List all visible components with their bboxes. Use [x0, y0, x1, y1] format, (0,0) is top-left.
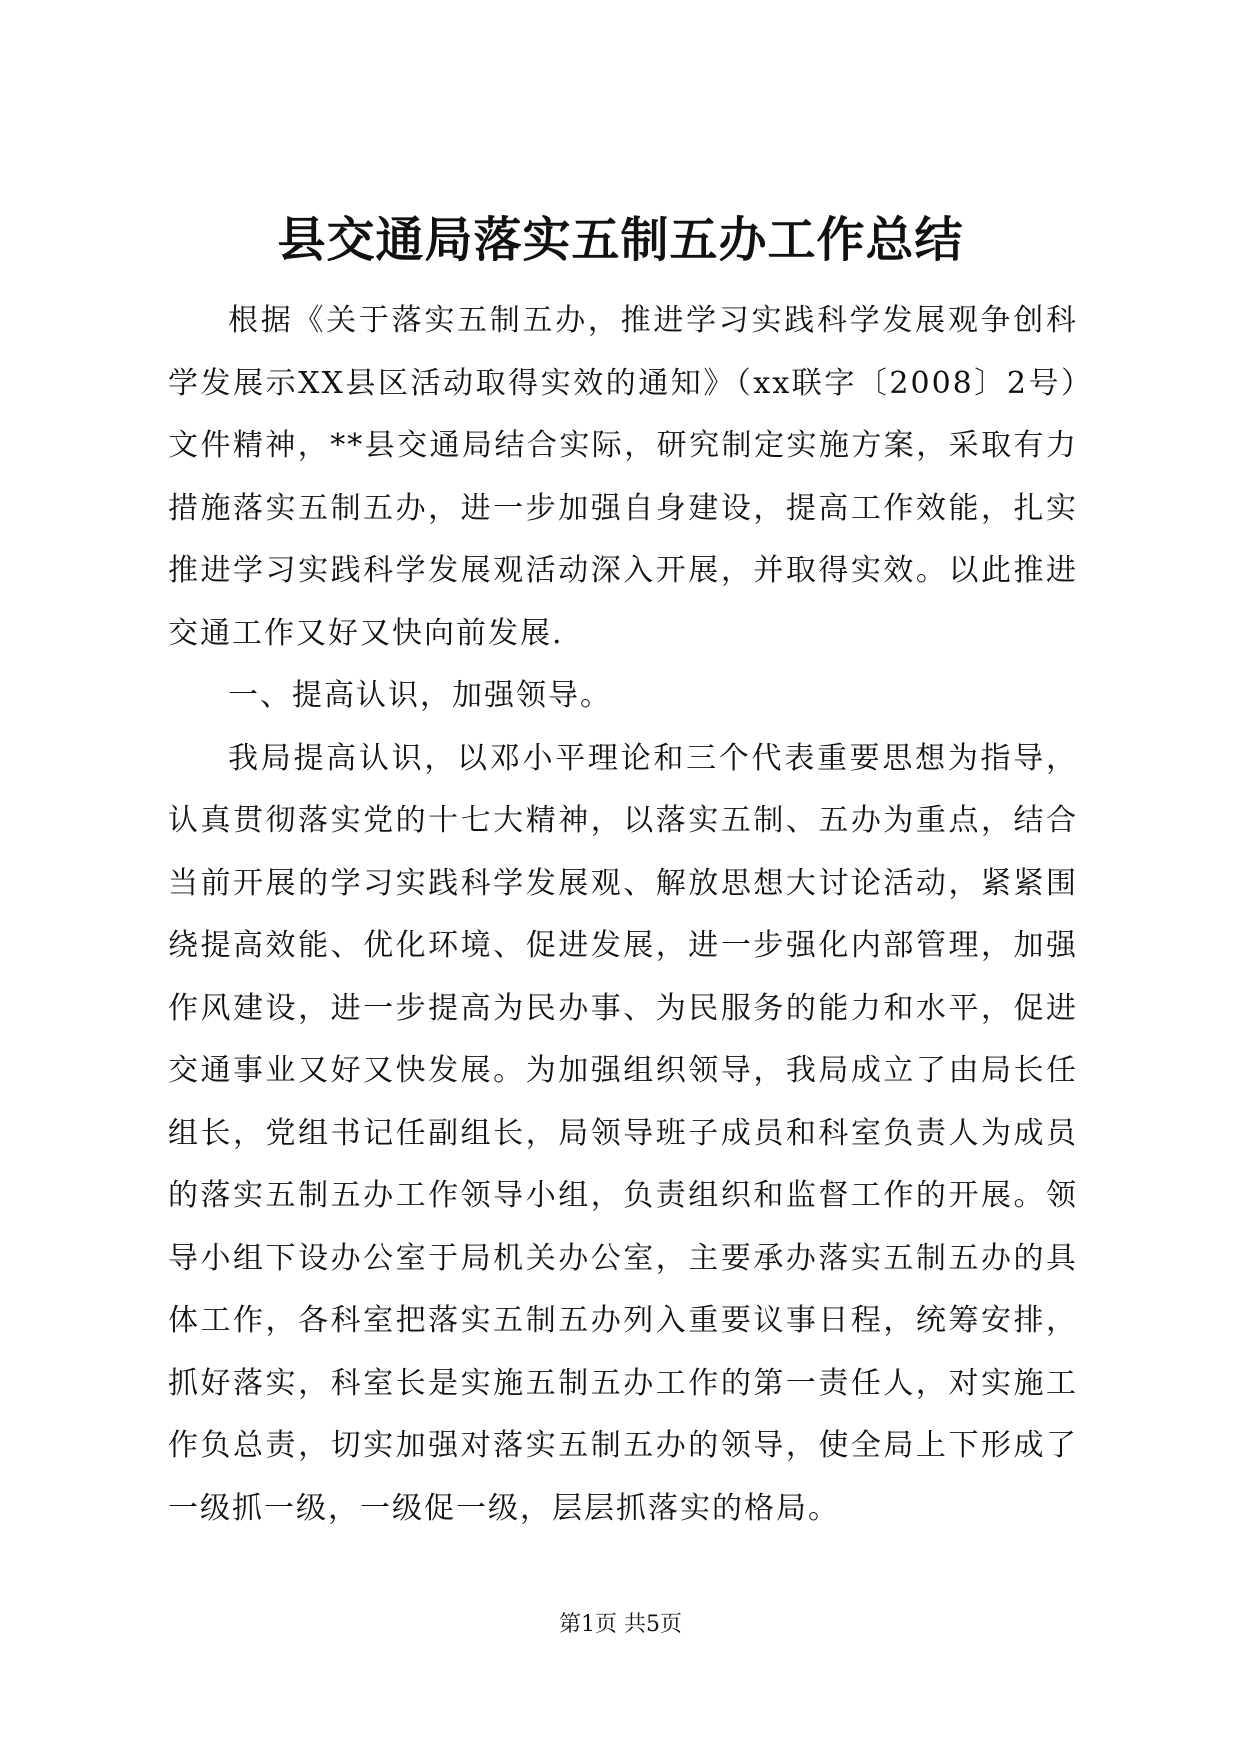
- document-title: 县交通局落实五制五办工作总结: [277, 212, 964, 268]
- paragraph-intro: 根据《关于落实五制五办，推进学习实践科学发展观争创科学发展示XX县区活动取得实效的通知》（xx联字〔2008〕2号）文件精神，**县交通局结合实际，研究制定实施方案，采取有力措施落实五制五办，进一步加强自身建设，提高工作效能，扎实推进学习实践科学发展观活动深入开展，并取得实效。以此推进交通工作又好又快向前发展.: [168, 303, 1078, 651]
- section-heading-1: 一、提高认识，加强领导。: [228, 678, 612, 713]
- page-number-footer: 第1页 共5页: [559, 1612, 682, 1637]
- paragraph-section-1: 我局提高认识，以邓小平理论和三个代表重要思想为指导，认真贯彻落实党的十七大精神，以落实五制、五办为重点，结合当前开展的学习实践科学发展观、解放思想大讨论活动，紧紧围绕提高效能、优化环境、促进发展，进一步强化内部管理，加强作风建设，进一步提高为民办事、为民服务的能力和水平，促进交通事业又好又快发展。为加强组织领导，我局成立了由局长任组长，党组书记任副组长，局领导班子成员和科室负责人为成员的落实五制五办工作领导小组，负责组织和监督工作的开展。领导小组下设办公室于局机关办公室，主要承办落实五制五办的具体工作，各科室把落实五制五办列入重要议事日程，统筹安排，抓好落实，科室长是实施五制五办工作的第一责任人，对实施工作负总责，切实加强对落实五制五办的领导，使全局上下形成了一级抓一级，一级促一级，层层抓落实的格局。: [168, 740, 1078, 1526]
- document-body: [168, 290, 1078, 1540]
